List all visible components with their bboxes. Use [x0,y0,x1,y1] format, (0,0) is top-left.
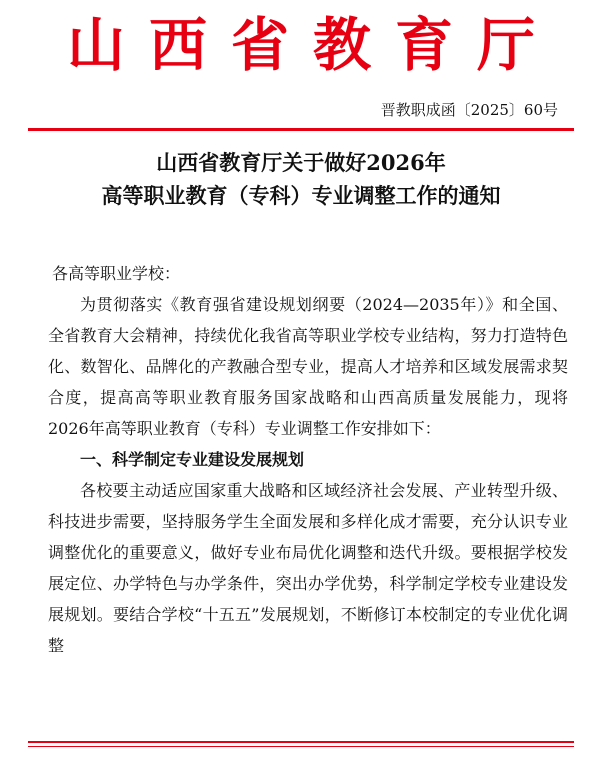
title-line-1: 山西省教育厅关于做好2026年 [156,150,446,175]
footer-divider-thin [28,746,574,747]
document-number: 晋教职成函〔2025〕60号 [380,101,558,119]
title-line-2: 高等职业教育（专科）专业调整工作的通知 [101,183,501,208]
section-paragraph: 各校要主动适应国家重大战略和区域经济社会发展、产业转型升级、科技进步需要，坚持服务学生全面发展和多样化成才需要，充分认识专业调整优化的重要意义，做好专业布局优化调整和迭代升级。要根据学校发展定位、办学特色与办学条件，突出办学优势，科学制定学校专业建设发展规划。要结合学校“十五五”发展规划，不断修订本校制定的专业优化调整 [48,481,568,655]
salutation: 各高等职业学校： [52,264,181,283]
header-divider [28,128,574,131]
footer-divider-thick [28,741,574,743]
document-title [0,146,602,212]
document-body [48,258,568,661]
masthead: 山西省教育厅 [66,11,559,79]
intro-paragraph: 为贯彻落实《教育强省建设规划纲要（2024—2035年）》和全国、全省教育大会精神，持续优化我省高等职业学校专业结构，努力打造特色化、数智化、品牌化的产教融合型专业，提高人才培养和区域发展需求契合度，提高高等职业教育服务国家战略和山西高质量发展能力，现将2026年高等职业教育（专科）专业调整工作安排如下： [48,295,568,438]
section-heading: 一、科学制定专业建设发展规划 [80,450,305,469]
